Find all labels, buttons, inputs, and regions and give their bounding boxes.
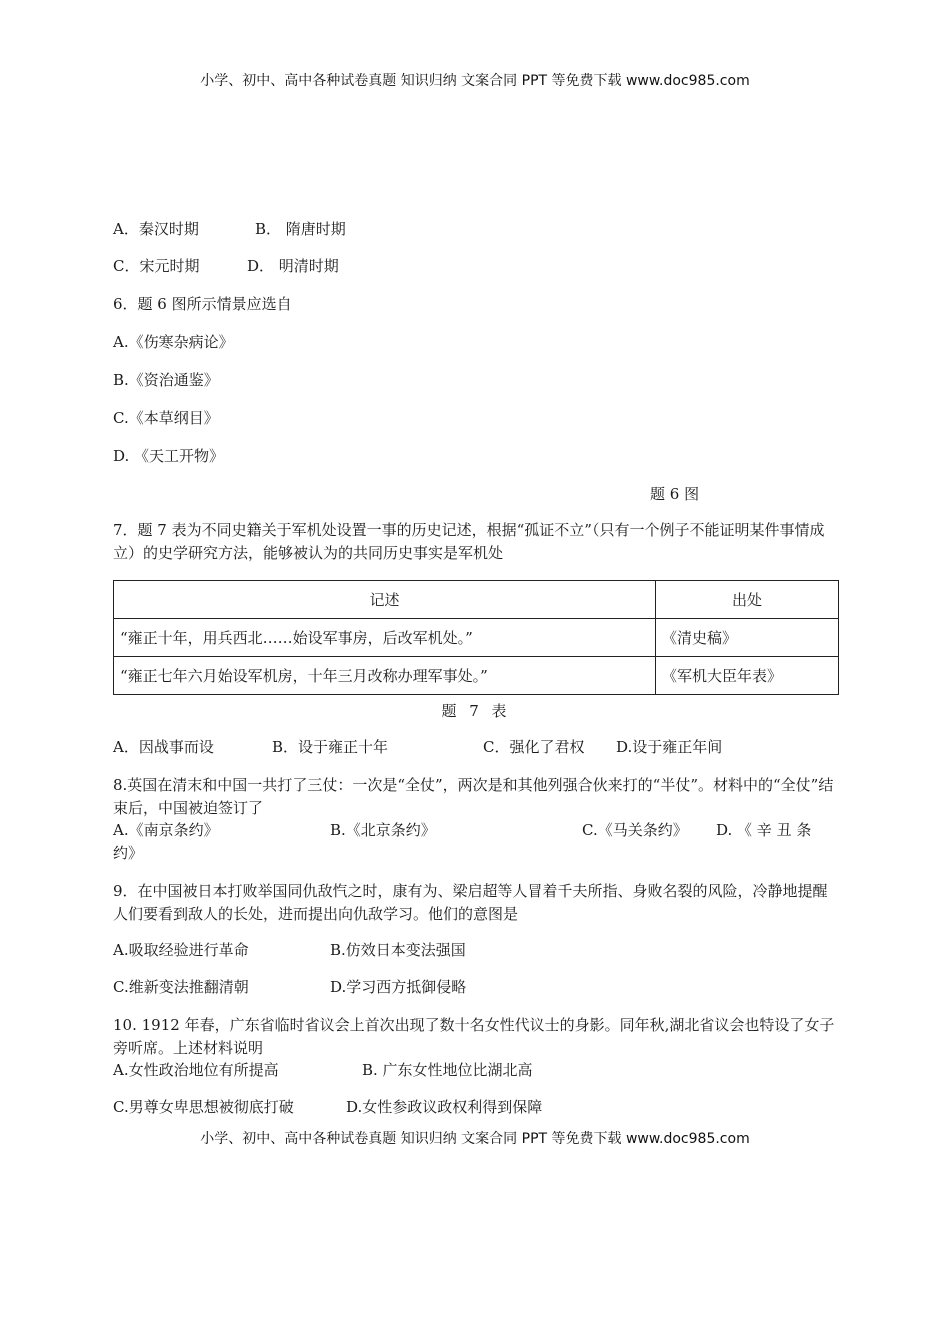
q8-option-d: D. 《 辛 丑 条 xyxy=(716,821,812,839)
q8-option-a: A.《南京条约》 xyxy=(113,821,219,839)
table-cell: 《清史稿》 xyxy=(656,619,839,657)
q9-option-b: B.仿效日本变法强国 xyxy=(330,941,466,959)
q9-stem: 9．在中国被日本打败举国同仇敌忾之时，康有为、梁启超等人冒着千夫所指、身败名裂的风险，冷静地提醒人们要看到敌人的长处，进而提出向仇敌学习。他们的意图是 xyxy=(113,882,828,923)
q7-option-a: A．因战事而设 xyxy=(113,738,214,756)
q5-option-b: B． 隋唐时期 xyxy=(255,220,346,238)
q7-option-d: D.设于雍正年间 xyxy=(616,738,723,756)
table-row xyxy=(114,619,839,657)
q7-option-b: B．设于雍正十年 xyxy=(272,738,389,756)
q8-option-c: C.《马关条约》 xyxy=(582,821,688,839)
table-cell: “雍正七年六月始设军机房，十年三月改称办理军事处。” xyxy=(114,657,656,695)
q9-option-d: D.学习西方抵御侵略 xyxy=(330,978,467,996)
q6-option-d: D. 《天工开物》 xyxy=(113,447,225,465)
q5-option-d: D． 明清时期 xyxy=(247,257,339,275)
q10-option-c: C.男尊女卑思想被彻底打破 xyxy=(113,1098,294,1116)
q8-option-d-continued: 约》 xyxy=(113,844,144,862)
q6-stem: 6．题 6 图所示情景应选自 xyxy=(113,295,292,313)
table-cell: 《军机大臣年表》 xyxy=(656,657,839,695)
table-header-cell: 出处 xyxy=(656,581,839,619)
page-footer: 小学、初中、高中各种试卷真题 知识归纳 文案合同 PPT 等免费下载 www.doc985.com xyxy=(200,1131,750,1147)
q9-option-c: C.维新变法推翻清朝 xyxy=(113,978,249,996)
q10-option-a: A.女性政治地位有所提高 xyxy=(113,1061,279,1079)
q7-stem: 7．题 7 表为不同史籍关于军机处设置一事的历史记述，根据“孤证不立”（只有一个例子不能证明某件事情成立）的史学研究方法，能够被认为的共同历史事实是军机处 xyxy=(113,521,825,562)
q6-option-c: C.《本草纲目》 xyxy=(113,409,219,427)
table-header-cell: 记述 xyxy=(114,581,656,619)
q6-figure-caption: 题 6 图 xyxy=(650,485,700,503)
q6-option-b: B.《资治通鉴》 xyxy=(113,371,219,389)
q5-option-a: A．秦汉时期 xyxy=(113,220,199,238)
q8-stem: 8.英国在清末和中国一共打了三仗：一次是“全仗”，两次是和其他列强合伙来打的“半仗”。材料中的“全仗”结束后，中国被迫签订了 xyxy=(113,776,834,817)
q6-option-a: A.《伤寒杂病论》 xyxy=(113,333,234,351)
q10-option-d: D.女性参政议政权利得到保障 xyxy=(346,1098,543,1116)
q7-table-caption: 题 7 表 xyxy=(441,702,511,720)
table-header-row xyxy=(114,581,839,619)
q9-option-a: A.吸取经验进行革命 xyxy=(113,941,249,959)
table-cell: “雍正十年，用兵西北……始设军事房，后改军机处。” xyxy=(114,619,656,657)
q5-option-c: C．宋元时期 xyxy=(113,257,200,275)
q7-table xyxy=(113,580,839,695)
q10-option-b: B. 广东女性地位比湖北高 xyxy=(362,1061,533,1079)
q7-option-c: C．强化了君权 xyxy=(483,738,585,756)
page-header: 小学、初中、高中各种试卷真题 知识归纳 文案合同 PPT 等免费下载 www.doc985.com xyxy=(200,73,750,89)
q10-stem: 10. 1912 年春，广东省临时省议会上首次出现了数十名女性代议士的身影。同年秋,湖北省议会也特设了女子旁听席。上述材料说明 xyxy=(113,1016,835,1057)
table-row xyxy=(114,657,839,695)
q8-option-b: B.《北京条约》 xyxy=(330,821,436,839)
